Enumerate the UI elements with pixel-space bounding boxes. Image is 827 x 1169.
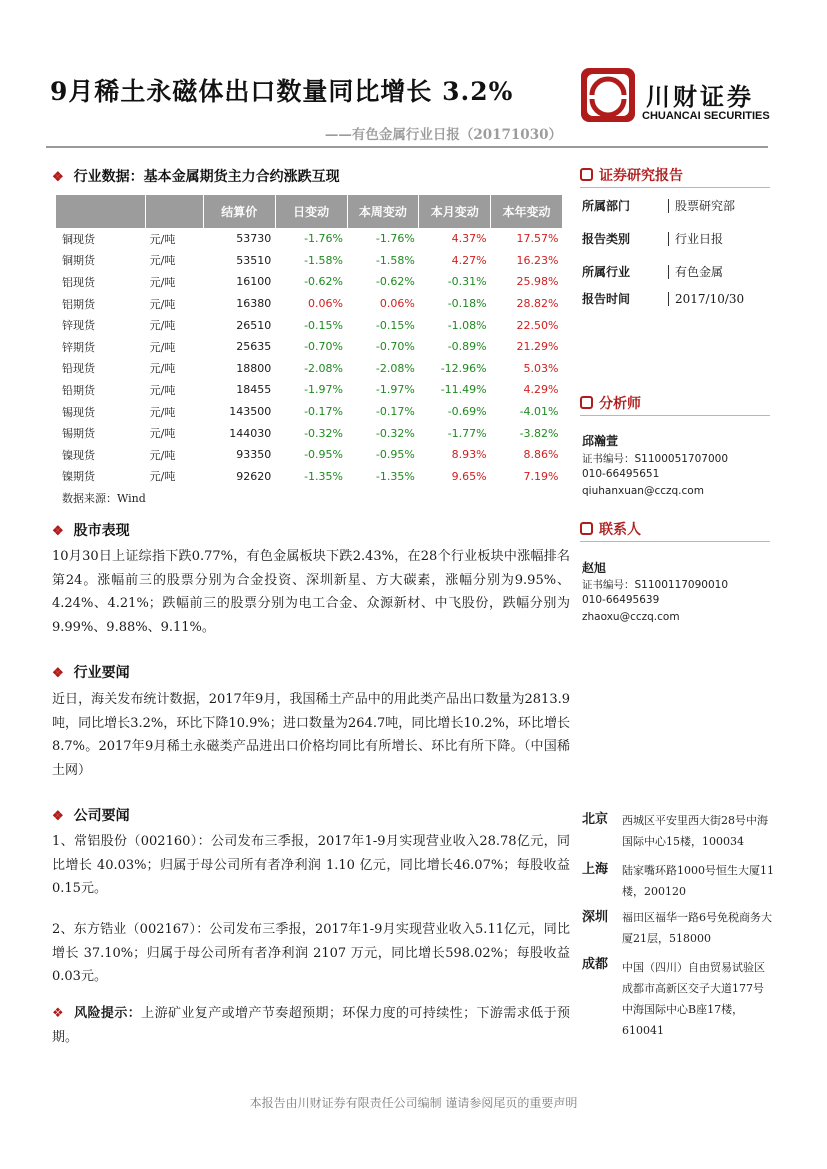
- change-cell: -0.89%: [447, 340, 487, 354]
- company-news-heading: [52, 805, 130, 825]
- change-cell: 22.50%: [516, 318, 559, 332]
- table-header-cell: 日变动: [275, 195, 347, 228]
- address-text: 西城区平安里西大街28号中海国际中心15楼，100034: [622, 814, 768, 848]
- stock-market-heading-text: 股市表现: [73, 523, 130, 539]
- info-value: 行业日报: [668, 232, 723, 246]
- change-cell: -0.15%: [375, 318, 415, 332]
- change-cell: -0.32%: [375, 426, 415, 440]
- change-cell: -0.62%: [375, 275, 415, 289]
- table-row: [56, 444, 563, 466]
- table-row: [56, 293, 563, 315]
- chuancai-logo-icon: [580, 67, 636, 123]
- change-cell: -0.15%: [304, 318, 343, 332]
- address-city: 上海: [582, 862, 609, 877]
- change-cell: -0.70%: [304, 340, 343, 354]
- change-cell: -1.58%: [304, 253, 343, 267]
- report-info-row: [582, 290, 744, 307]
- metal-name-cell: 铜期货: [62, 254, 95, 268]
- change-cell: -1.35%: [304, 469, 343, 483]
- unit-cell: 元/吨: [149, 405, 176, 419]
- change-cell: -0.70%: [375, 340, 415, 354]
- change-cell: 8.93%: [451, 448, 487, 462]
- unit-cell: 元/吨: [149, 362, 176, 376]
- diamond-bullet-icon: ❖: [52, 666, 64, 681]
- report-info-divider: [580, 187, 770, 188]
- price-cell: 92620: [236, 469, 272, 483]
- metal-name-cell: 镍期货: [62, 470, 95, 484]
- change-cell: -11.49%: [440, 383, 487, 397]
- change-cell: 0.06%: [379, 297, 415, 311]
- change-cell: -0.32%: [304, 426, 343, 440]
- change-cell: -1.77%: [447, 426, 487, 440]
- info-label: 所属行业: [582, 265, 631, 279]
- diamond-bullet-icon: ❖: [52, 170, 64, 185]
- info-label: 报告时间: [582, 292, 631, 306]
- info-value: 2017/10/30: [668, 292, 744, 306]
- change-cell: -0.95%: [375, 448, 415, 462]
- table-body: [56, 228, 563, 487]
- contact-name: 赵旭: [582, 561, 607, 575]
- change-cell: -0.17%: [375, 405, 415, 419]
- unit-cell: 元/吨: [149, 275, 176, 289]
- change-cell: -0.18%: [447, 297, 487, 311]
- change-cell: 4.29%: [523, 383, 559, 397]
- change-cell: -0.31%: [447, 275, 487, 289]
- price-cell: 18800: [236, 361, 272, 375]
- company-news-heading-text: 公司要闻: [73, 808, 130, 824]
- price-cell: 143500: [229, 405, 272, 419]
- change-cell: -12.96%: [440, 361, 487, 375]
- unit-cell: 元/吨: [149, 383, 176, 397]
- analyst-cert: 证书编号：S1100051707000: [582, 453, 729, 465]
- change-cell: -1.97%: [375, 383, 415, 397]
- table-header-row: [56, 195, 563, 228]
- table-row: [56, 314, 563, 336]
- metal-name-cell: 铝期货: [62, 297, 95, 311]
- metal-name-cell: 锌期货: [62, 340, 95, 354]
- change-cell: -1.97%: [304, 383, 343, 397]
- metal-name-cell: 镍现货: [62, 448, 95, 462]
- unit-cell: 元/吨: [149, 319, 176, 333]
- change-cell: 28.82%: [516, 297, 559, 311]
- report-square-icon: [580, 168, 593, 181]
- table-row: [56, 250, 563, 272]
- change-cell: 4.27%: [451, 253, 487, 267]
- change-cell: -0.95%: [304, 448, 343, 462]
- analyst-email: qiuhanxuan@cczq.com: [582, 485, 704, 497]
- change-cell: 17.57%: [516, 232, 559, 246]
- contact-cert: 证书编号：S1100117090010: [582, 579, 729, 591]
- table-row: [56, 379, 563, 401]
- analyst-divider: [580, 415, 770, 416]
- contact-phone: 010-66495639: [582, 594, 660, 606]
- change-cell: -1.58%: [375, 253, 415, 267]
- table-row: [56, 466, 563, 488]
- unit-cell: 元/吨: [149, 232, 176, 246]
- industry-news-heading-text: 行业要闻: [73, 665, 130, 681]
- report-title: 9月稀土永磁体出口数量同比增长 3.2%: [50, 77, 514, 106]
- change-cell: 8.86%: [523, 448, 559, 462]
- metal-name-cell: 锌现货: [62, 319, 95, 333]
- metal-name-cell: 铅现货: [62, 362, 95, 376]
- analyst-square-icon: [580, 396, 593, 409]
- contact-square-icon: [580, 522, 593, 535]
- info-value: 股票研究部: [668, 199, 735, 213]
- unit-cell: 元/吨: [149, 470, 176, 484]
- change-cell: 25.98%: [516, 275, 559, 289]
- price-cell: 53510: [236, 253, 272, 267]
- change-cell: -1.08%: [447, 318, 487, 332]
- industry-news-text: 近日，海关发布统计数据，2017年9月，我国稀土产品中的用此类产品出口数量为2813.9吨，同比增长3.2%，环比下降10.9%；进口数量为264.7吨，同比增长10.2%，环比增长8.7%。2017年9月稀土永磁类产品进出口价格均同比有所增长、环比有所下降。（中国稀土网）: [52, 692, 570, 778]
- info-label: 报告类别: [582, 232, 631, 246]
- logo-text-en: CHUANCAI SECURITIES: [642, 110, 770, 122]
- change-cell: -4.01%: [519, 405, 559, 419]
- price-cell: 16380: [236, 297, 272, 311]
- change-cell: 21.29%: [516, 340, 559, 354]
- unit-cell: 元/吨: [149, 427, 176, 441]
- metal-name-cell: 锡期货: [62, 427, 95, 441]
- unit-cell: 元/吨: [149, 297, 176, 311]
- change-cell: -0.62%: [304, 275, 343, 289]
- change-cell: -1.76%: [304, 232, 343, 246]
- price-cell: 93350: [236, 448, 272, 462]
- price-cell: 26510: [236, 318, 272, 332]
- report-info-row: [582, 263, 723, 280]
- change-cell: -2.08%: [304, 361, 343, 375]
- risk-warning: [52, 1002, 570, 1049]
- report-subtitle: ——有色金属行业日报（20171030）: [324, 127, 562, 143]
- header-divider: [46, 146, 768, 148]
- address-city: 深圳: [582, 910, 609, 925]
- address-text: 中国（四川）自由贸易试验区成都市高新区交子大道177号中海国际中心B座17楼，610041: [622, 961, 765, 1037]
- table-row: [56, 336, 563, 358]
- unit-cell: 元/吨: [149, 254, 176, 268]
- change-cell: 4.37%: [451, 232, 487, 246]
- price-cell: 18455: [236, 383, 272, 397]
- report-info-row: [582, 197, 735, 214]
- company-logo: [580, 67, 770, 127]
- change-cell: -0.69%: [447, 405, 487, 419]
- industry-data-headline: 基本金属期货主力合约涨跌互现: [143, 169, 340, 185]
- change-cell: -1.35%: [375, 469, 415, 483]
- change-cell: -2.08%: [375, 361, 415, 375]
- address-city: 北京: [582, 812, 609, 827]
- change-cell: 0.06%: [308, 297, 343, 311]
- price-cell: 144030: [229, 426, 272, 440]
- metal-name-cell: 铜现货: [62, 232, 95, 246]
- table-row: [56, 271, 563, 293]
- change-cell: 16.23%: [516, 253, 559, 267]
- diamond-bullet-icon: ❖: [52, 809, 64, 824]
- table-header-cell: 本周变动: [347, 195, 419, 228]
- company-news-item: 2、东方锆业（002167）：公司发布三季报，2017年1-9月实现营业收入5.11亿元，同比增长 37.10%；归属于母公司所有者净利润 2107 万元，同比增长598.02%；每股收益0.03元。: [52, 922, 570, 984]
- contact-heading-text: 联系人: [599, 522, 641, 538]
- stock-market-heading: [52, 520, 130, 540]
- analyst-phone: 010-66495651: [582, 468, 660, 480]
- table-header-cell: [146, 195, 204, 228]
- analyst-name: 邱瀚萱: [582, 434, 619, 448]
- company-news-item: 1、常铝股份（002160）：公司发布三季报，2017年1-9月实现营业收入28.78亿元，同比增长 40.03%；归属于母公司所有者净利润 1.10 亿元，同比增长46.07%；每股收益0.15元。: [52, 834, 570, 896]
- table-row: [56, 228, 563, 250]
- address-city: 成都: [582, 957, 609, 972]
- address-text: 陆家嘴环路1000号恒生大厦11楼，200120: [622, 864, 774, 898]
- unit-cell: 元/吨: [149, 448, 176, 462]
- table-row: [56, 422, 563, 444]
- contact-email: zhaoxu@cczq.com: [582, 611, 680, 623]
- industry-data-label: 行业数据：: [73, 169, 144, 185]
- change-cell: 9.65%: [451, 469, 487, 483]
- risk-text: 上游矿业复产或增产节奏超预期；环保力度的可持续性；下游需求低于预期。: [52, 1006, 570, 1045]
- industry-data-heading: [52, 166, 340, 186]
- footer-disclaimer: 本报告由川财证券有限责任公司编制 谨请参阅尾页的重要声明: [249, 1096, 578, 1110]
- unit-cell: 元/吨: [149, 340, 176, 354]
- change-cell: 5.03%: [523, 361, 559, 375]
- contact-heading: [580, 519, 641, 539]
- contact-divider: [580, 541, 770, 542]
- diamond-bullet-icon: ❖: [52, 1006, 65, 1021]
- address-text: 福田区福华一路6号免税商务大厦21层，518000: [622, 911, 772, 945]
- analyst-heading-text: 分析师: [599, 396, 641, 412]
- metal-name-cell: 铝现货: [62, 275, 95, 289]
- stock-market-text: 10月30日上证综指下跌0.77%，有色金属板块下跌2.43%，在28个行业板块中涨幅排名第24。涨幅前三的股票分别为合金投资、深圳新星、方大碳素，涨幅分别为9.95%、4.24%、4.21%；跌幅前三的股票分别为电工合金、众源新材、中飞股份，跌幅分别为9.99%、9.88%、9.11%。: [52, 549, 570, 635]
- metals-price-table: [56, 195, 563, 487]
- price-cell: 53730: [236, 232, 272, 246]
- report-info-heading: [580, 165, 683, 185]
- table-header-cell: 本月变动: [419, 195, 491, 228]
- industry-news-heading: [52, 662, 130, 682]
- metal-name-cell: 锡现货: [62, 405, 95, 419]
- table-header-cell: [56, 195, 146, 228]
- table-header-cell: 结算价: [203, 195, 275, 228]
- table-row: [56, 358, 563, 380]
- analyst-heading: [580, 393, 641, 413]
- report-info-row: [582, 230, 723, 247]
- change-cell: -3.82%: [519, 426, 559, 440]
- change-cell: 7.19%: [523, 469, 559, 483]
- risk-label: 风险提示：: [74, 1006, 142, 1021]
- change-cell: -1.76%: [375, 232, 415, 246]
- table-header-cell: 本年变动: [491, 195, 563, 228]
- change-cell: -0.17%: [304, 405, 343, 419]
- info-value: 有色金属: [668, 265, 723, 279]
- info-label: 所属部门: [582, 199, 631, 213]
- price-cell: 16100: [236, 275, 272, 289]
- diamond-bullet-icon: ❖: [52, 524, 64, 539]
- price-cell: 25635: [236, 340, 272, 354]
- report-info-heading-text: 证券研究报告: [599, 168, 683, 184]
- metal-name-cell: 铅期货: [62, 383, 95, 397]
- logo-text-cn: 川财证券: [646, 83, 754, 111]
- data-source: 数据来源：Wind: [62, 492, 146, 505]
- table-row: [56, 401, 563, 423]
